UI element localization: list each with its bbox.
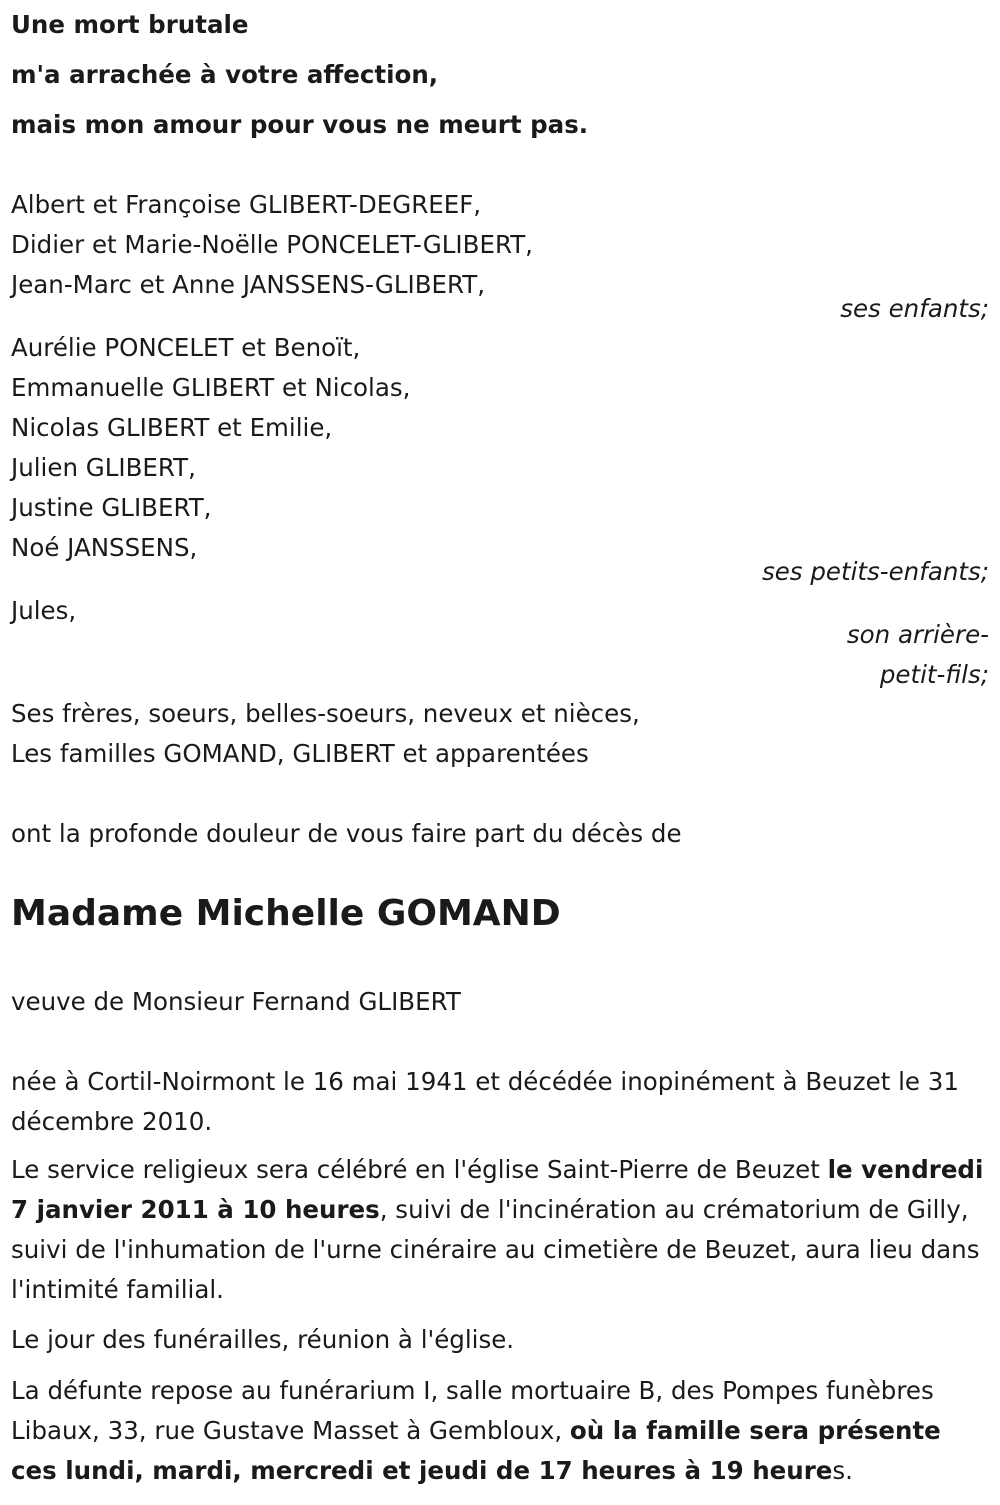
announcement-text: ont la profonde douleur de vous faire part du décès de <box>11 819 682 848</box>
great-grandchild-relation-line-2: petit-fils; <box>879 660 989 689</box>
service-paragraph <box>11 1150 989 1310</box>
service-text-before: Le service religieux sera célébré en l'église Saint-Pierre de Beuzet <box>11 1155 828 1184</box>
child-name: Albert et Françoise GLIBERT-DEGREEF, <box>11 190 482 219</box>
grandchild-name: Nicolas GLIBERT et Emilie, <box>11 413 333 442</box>
grandchildren-relation: ses petits-enfants; <box>761 557 989 586</box>
widow-of-text: veuve de Monsieur Fernand GLIBERT <box>11 987 461 1016</box>
great-grandchild-relation-line-1: son arrière- <box>846 620 989 649</box>
grandchild-name: Emmanuelle GLIBERT et Nicolas, <box>11 373 411 402</box>
child-name: Jean-Marc et Anne JANSSENS-GLIBERT, <box>11 270 485 299</box>
grandchild-name: Julien GLIBERT, <box>11 453 196 482</box>
repose-paragraph <box>11 1371 989 1491</box>
family-line-1: Ses frères, soeurs, belles-soeurs, neveux et nièces, <box>11 699 640 728</box>
children-relation: ses enfants; <box>840 294 989 323</box>
grandchild-name: Justine GLIBERT, <box>11 493 212 522</box>
deceased-name: Madame Michelle GOMAND <box>11 893 561 934</box>
repose-visiting-hours: où la famille sera présente ces lundi, mardi, mercredi et jeudi de 17 heures à 19 heure <box>11 1416 941 1485</box>
repose-text-before: La défunte repose au funérarium I, salle mortuaire B, des Pompes funèbres Libaux, 33, rue Gustave Masset à Gembloux, <box>11 1376 934 1445</box>
poem-line-3: mais mon amour pour vous ne meurt pas. <box>11 110 589 139</box>
service-date: le vendredi 7 janvier 2011 à 10 heures <box>11 1155 984 1224</box>
repose-text-after: s. <box>832 1456 853 1485</box>
family-line-2: Les familles GOMAND, GLIBERT et apparentées <box>11 739 589 768</box>
meeting-text: Le jour des funérailles, réunion à l'église. <box>11 1325 515 1354</box>
child-name: Didier et Marie-Noëlle PONCELET-GLIBERT, <box>11 230 533 259</box>
service-text-after: , suivi de l'incinération au crématorium de Gilly, suivi de l'inhumation de l'urne cinéraire au cimetière de Beuzet, aura lieu dans l'intimité familial. <box>11 1195 980 1304</box>
poem-line-2: m'a arrachée à votre affection, <box>11 60 439 89</box>
grandchild-name: Aurélie PONCELET et Benoït, <box>11 333 361 362</box>
great-grandchild-name: Jules, <box>11 596 77 625</box>
birth-death-text: née à Cortil-Noirmont le 16 mai 1941 et décédée inopinément à Beuzet le 31 décembre 2010. <box>11 1067 959 1136</box>
grandchild-name: Noé JANSSENS, <box>11 533 198 562</box>
poem-line-1: Une mort brutale <box>11 10 249 39</box>
